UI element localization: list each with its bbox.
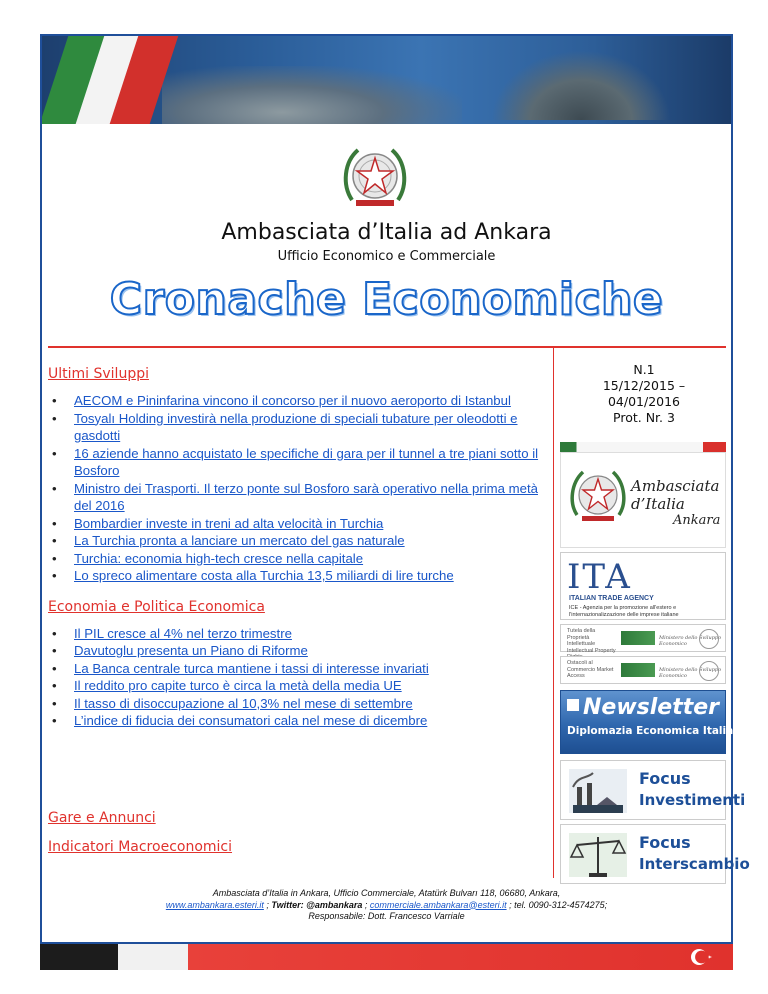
newsletter-title: Newsletter (583, 695, 720, 720)
ambasciata-label: Ambasciata d’Italia (631, 477, 720, 513)
ita-name: ITALIAN TRADE AGENCY (569, 595, 654, 602)
section-title-ultimi-sviluppi[interactable]: Ultimi Sviluppi (48, 366, 149, 382)
ministry-label: Ministero dello Sviluppo Economico (659, 635, 722, 647)
seal-icon (699, 661, 719, 681)
list-item[interactable]: • La Turchia pronta a lanciare un mercato del gas naturale (74, 532, 548, 550)
seal-icon (699, 629, 719, 649)
separator: ; (362, 899, 370, 910)
twitter-handle: Twitter: @ambankara (271, 899, 363, 910)
email-link[interactable]: commerciale.ambankara@esteri.it (369, 899, 507, 910)
newsletter-banner[interactable] (560, 690, 748, 754)
list-item[interactable]: • 16 aziende hanno acquistato le specifiche di gara per il tunnel a tre piani sotto il Bosforo (74, 445, 548, 480)
ambasciata-banner[interactable] (560, 452, 726, 548)
list-item[interactable]: • Turchia: economia high-tech cresce nella capitale (74, 550, 548, 568)
factory-icon (565, 765, 631, 817)
newsletter-subtitle: Diplomazia Economica Italiana (567, 725, 748, 737)
italian-emblem-icon (342, 140, 408, 212)
issue-number: N.1 (633, 362, 655, 377)
newsletter-masthead: Cronache Economiche (109, 274, 664, 325)
ita-banner[interactable] (560, 552, 726, 620)
newsletter-icon (567, 699, 579, 711)
green-bar (621, 663, 655, 677)
list-item[interactable]: • Lo spreco alimentare costa alla Turchia 13,5 miliardi di lire turche (74, 567, 548, 585)
bottom-bar (40, 944, 733, 970)
list-item[interactable]: • Il reddito pro capite turco è circa la metà della media UE (74, 677, 548, 695)
header-divider (48, 346, 726, 348)
separator: ; (263, 899, 272, 910)
list-ultimi-sviluppi (48, 392, 548, 585)
list-item[interactable]: • Il tasso di disoccupazione al 10,3% nel mese di settembre (74, 695, 548, 713)
table-of-contents (48, 366, 548, 730)
footer (42, 888, 731, 923)
list-item[interactable]: • Davutoglu presenta un Piano di Riforme (74, 642, 548, 660)
focus-investimenti-banner[interactable] (560, 760, 746, 820)
footer-contacts (42, 900, 731, 912)
ip-rights-banner[interactable] (560, 624, 726, 652)
list-item[interactable]: • AECOM e Pininfarina vincono il concorso per il nuovo aeroporto di Istanbul (74, 392, 548, 410)
issue-info (562, 362, 726, 426)
list-item[interactable]: • L’indice di fiducia dei consumatori cala nel mese di dicembre (74, 712, 548, 730)
market-access-label: Ostacoli al Commercio Market Access (567, 660, 614, 679)
ankara-label: Ankara (673, 513, 721, 528)
list-item[interactable]: • Tosyalı Holding investirà nella produzione di speciali tubature per oleodotti e gasdotti (74, 410, 548, 445)
page-frame (40, 34, 750, 944)
ita-logo: ITA (567, 557, 632, 597)
interscambio-label: Interscambio (639, 855, 750, 873)
bottom-red-block (188, 944, 733, 970)
section-title-gare[interactable]: Gare e Annunci (48, 810, 156, 826)
turkish-flag-icon (685, 944, 725, 970)
bottom-dark-block (40, 944, 118, 970)
protocol-number: Prot. Nr. 3 (613, 410, 675, 425)
list-item[interactable]: • La Banca centrale turca mantiene i tassi di interesse invariati (74, 660, 548, 678)
embassy-title: Ambasciata d’Italia ad Ankara (221, 220, 552, 245)
scales-icon (565, 829, 631, 881)
investimenti-label: Investimenti (639, 791, 746, 809)
footer-address: Ambasciata d’Italia in Ankara, Ufficio Commerciale, Atatürk Bulvarı 118, 06680, Ankara, (212, 888, 561, 898)
coast-image (162, 66, 462, 124)
faraglioni-image (491, 50, 671, 120)
ip-rights-label: Tutela della Proprietà Intellettuale Intellectual Property (567, 628, 616, 654)
list-item[interactable]: • Bombardier investe in treni ad alta velocità in Turchia (74, 515, 548, 533)
green-bar (621, 631, 655, 645)
footer-responsible: Responsabile: Dott. Francesco Varriale (308, 911, 465, 921)
website-link[interactable]: www.ambankara.esteri.it (165, 899, 264, 910)
header-banner (42, 36, 731, 124)
column-divider (553, 348, 554, 878)
focus-label: Focus (639, 769, 691, 788)
flag-strip (560, 442, 726, 452)
focus-label: Focus (639, 833, 691, 852)
focus-interscambio-banner[interactable] (560, 824, 750, 884)
ita-description: ICE - Agenzia per la promozione all'estero e l'internazionalizzazione delle imprese italiane (569, 605, 679, 618)
market-access-banner[interactable] (560, 656, 726, 684)
issue-dates-end: 04/01/2016 (607, 394, 681, 409)
list-item[interactable]: • Il PIL cresce al 4% nel terzo trimestre (74, 625, 548, 643)
ministry-label: Ministero dello Sviluppo Economico (659, 667, 722, 679)
list-item[interactable]: • Ministro dei Trasporti. Il terzo ponte sul Bosforo sarà operativo nella prima metà del 2016 (74, 480, 548, 515)
office-subtitle: Ufficio Economico e Commerciale (277, 249, 496, 264)
phone-number: ; tel. 0090-312-4574275; (506, 899, 608, 910)
issue-dates: 15/12/2015 – (602, 378, 686, 393)
section-title-economia[interactable]: Economia e Politica Economica (48, 598, 265, 615)
emblem-icon (569, 463, 627, 527)
section-title-indicatori[interactable]: Indicatori Macroeconomici (48, 839, 233, 855)
bottom-light-block (118, 944, 188, 970)
list-economia (48, 625, 548, 730)
